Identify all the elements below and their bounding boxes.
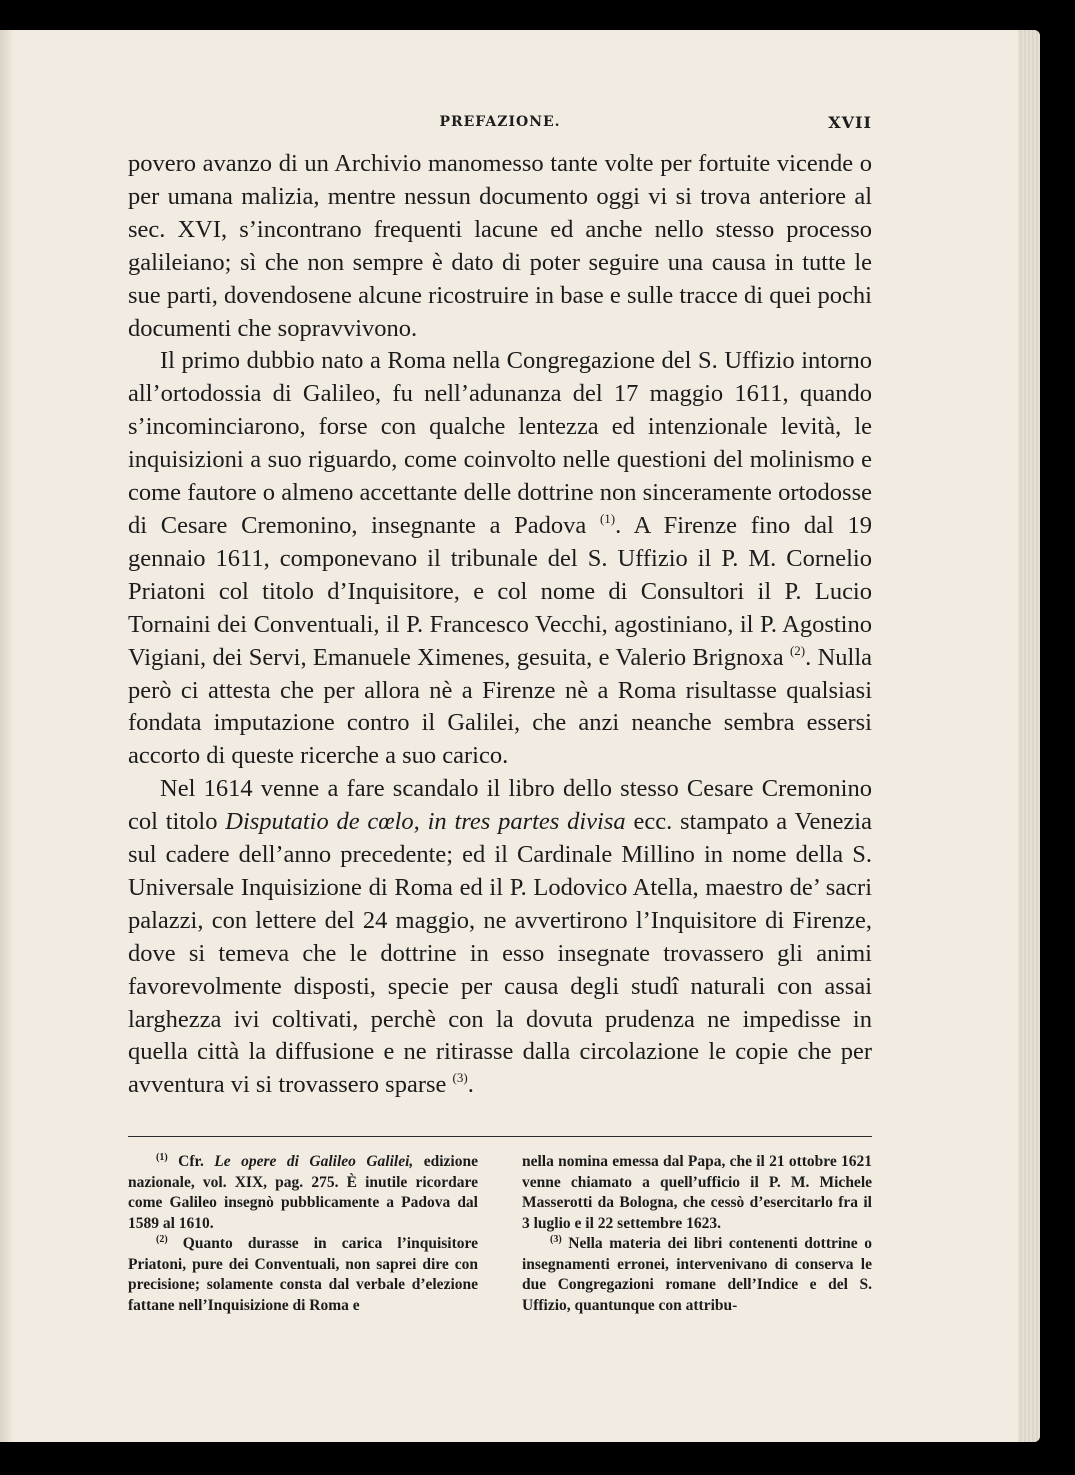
- footnote-1-italic: Le opere di Galileo Galilei,: [214, 1153, 414, 1170]
- book-page: [0, 30, 1040, 1442]
- paragraph-1: povero avanzo di un Archivio manomesso tante volte per fortuite vicende o per umana malizia, mentre nessun documento oggi vi si trova anteriore al sec. XVI, s’incontrano frequenti lacune ed anche nello stesso processo galileiano; sì che non sempre è dato di poter seguire una causa in tutte le sue parti, dovendosene alcune ricostruire in base e sulle tracce di quei pochi documenti che sopravvivono.: [128, 150, 872, 342]
- footnote-2: [128, 1234, 478, 1316]
- paragraph-3-end: .: [467, 1071, 474, 1099]
- paragraph-3: [128, 773, 872, 1102]
- paragraph-2-part-b: . A Firenze fino dal 19 gennaio 1611, componevano il tribunale del S. Uffizio il P. M. Cornelio Priatoni col titolo d’Inquisitore, e col nome di Consultori il P. Lucio Tornaini dei Conventuali, il P. Francesco Vecchi, agostiniano, il P. Agostino Vigiani, dei Servi, Emanuele Ximenes, gesuita, e Valerio Brignoxa: [128, 511, 872, 671]
- footnotes: [128, 1152, 872, 1316]
- footnote-3-text: Nella materia dei libri contenenti dottrine o insegnamenti erronei, intervenivano di conserva le due Congregazioni romane dell’Indice e del S. Uffizio, quantunque con attribu-: [522, 1235, 873, 1314]
- footnote-1-part-b: edizione nazionale, vol. XIX, pag. 275. È inutile ricordare come Galileo insegnò pubblicamente a Padova dal 1589 al 1610.: [128, 1153, 478, 1232]
- footnote-1-part-a: Cfr.: [178, 1153, 204, 1170]
- footnotes-left-column: [128, 1152, 478, 1316]
- paragraph-3-part-a: Nel 1614 venne a fare scandalo il libro dello stesso Cesare Cremonino col titolo: [128, 775, 872, 836]
- paragraph-3-part-b: ecc. stampato a Venezia sul cadere dell’anno precedente; ed il Cardinale Millino in nome della S. Universale Inquisizione di Roma ed il P. Lodovico Atella, maestro de’ sacri palazzi, con lettere del 24 maggio, ne avvertirono l’Inquisitore di Firenze, dove si temeva che le dottrine in esso insegnate trovassero gli animi favorevolmente disposti, specie per causa degli studî naturali con assai larghezza ivi coltivati, perchè con la dovuta prudenza ne impedisse in quella città la diffusione e ne ritirasse dalla circolazione le copie che per avventura vi si trovassero sparse: [128, 808, 872, 1099]
- footnote-ref-2: (2): [789, 642, 806, 658]
- footnote-2-continued: nella nomina emessa dal Papa, che il 21 ottobre 1621 venne chiamato a quell’ufficio il P. M. Michele Masserotti da Bologna, che cessò d’esercitarlo fra il 3 luglio e il 22 settembre 1623.: [522, 1153, 872, 1232]
- footnote-2-number: (2): [156, 1234, 168, 1245]
- footnote-ref-1: (1): [599, 510, 616, 526]
- book-spine-shadow: [0, 30, 14, 1442]
- main-text: [128, 148, 872, 1102]
- paragraph-2-part-a: Il primo dubbio nato a Roma nella Congregazione del S. Uffizio intorno all’ortodossia di Galileo, fu nell’adunanza del 17 maggio 1611, quando s’incominciarono, forse con qualche lentezza ed intenzionale levità, le inquisizioni a suo riguardo, come coinvolto nelle questioni del molinismo e come fautore o almeno accettante delle dottrine non sinceramente ortodosse di Cesare Cremonino, insegnante a Padova: [128, 347, 872, 539]
- footnote-1: [128, 1152, 478, 1234]
- footnote-2-text: Quanto durasse in carica l’inquisitore Priatoni, pure dei Conventuali, non saprei dire con precisione; solamente consta dal verbale d’elezione fattane nell’Inquisizione di Roma e: [128, 1235, 478, 1314]
- footnote-3-number: (3): [550, 1234, 562, 1245]
- book-title-italic: Disputatio de cœlo, in tres partes divisa: [225, 808, 626, 836]
- footnote-ref-3: (3): [452, 1070, 468, 1086]
- running-title: PREFAZIONE.: [439, 114, 561, 130]
- footnote-3: [522, 1234, 872, 1316]
- footnotes-right-column: [522, 1152, 872, 1316]
- paragraph-2-part-c: . Nulla però ci attesta che per allora nè a Firenze nè a Roma risultasse qualsiasi fondata imputazione contro il Galilei, che anzi neanche sembra essersi accorto di queste ricerche a suo carico.: [128, 643, 873, 770]
- page-edges: [1018, 30, 1040, 1442]
- page-number: XVII: [828, 113, 872, 132]
- running-header: [128, 114, 872, 136]
- paragraph-2: [128, 345, 872, 773]
- footnote-1-number: (1): [156, 1152, 168, 1163]
- footnote-divider: [128, 1136, 872, 1137]
